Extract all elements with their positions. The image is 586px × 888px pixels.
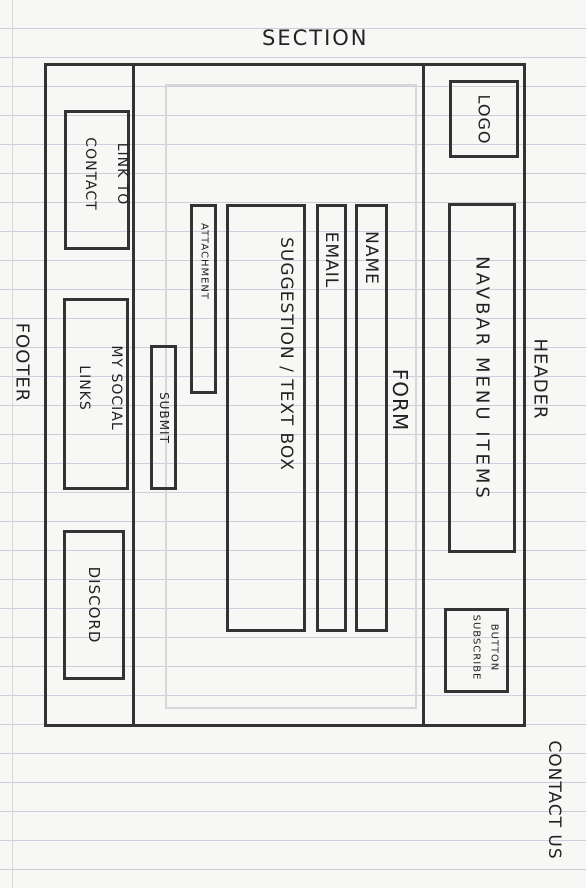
subscribe-button-line2: SUBSCRIBE [470,614,482,681]
paper-margin [12,0,13,888]
section-title: SECTION [262,26,369,50]
header-label: HEADER [529,338,551,420]
name-label: NAME [361,231,381,285]
link-to-contact-line1: LINK TO [114,142,130,206]
discord-label: DISCORD [85,566,103,644]
social-links-line1: MY SOCIAL [108,345,124,431]
submit-label: SUBMIT [157,392,171,444]
suggestion-label: SUGGESTION / TEXT BOX [276,237,296,471]
link-to-contact-line2: CONTACT [82,137,98,211]
navbar-label: NAVBAR MENU ITEMS [471,256,493,501]
footer-label: FOOTER [11,322,33,403]
header-divider [422,66,425,724]
email-label: EMAIL [321,231,341,289]
form-label: FORM [388,368,412,432]
social-links-line2: LINKS [76,365,92,411]
footer-divider [132,66,135,724]
contact-us-label: CONTACT US [544,740,564,860]
logo-label: LOGO [474,94,494,145]
attachment-label: ATTACHMENT [198,222,210,301]
subscribe-button-line1: BUTTON [488,623,500,672]
